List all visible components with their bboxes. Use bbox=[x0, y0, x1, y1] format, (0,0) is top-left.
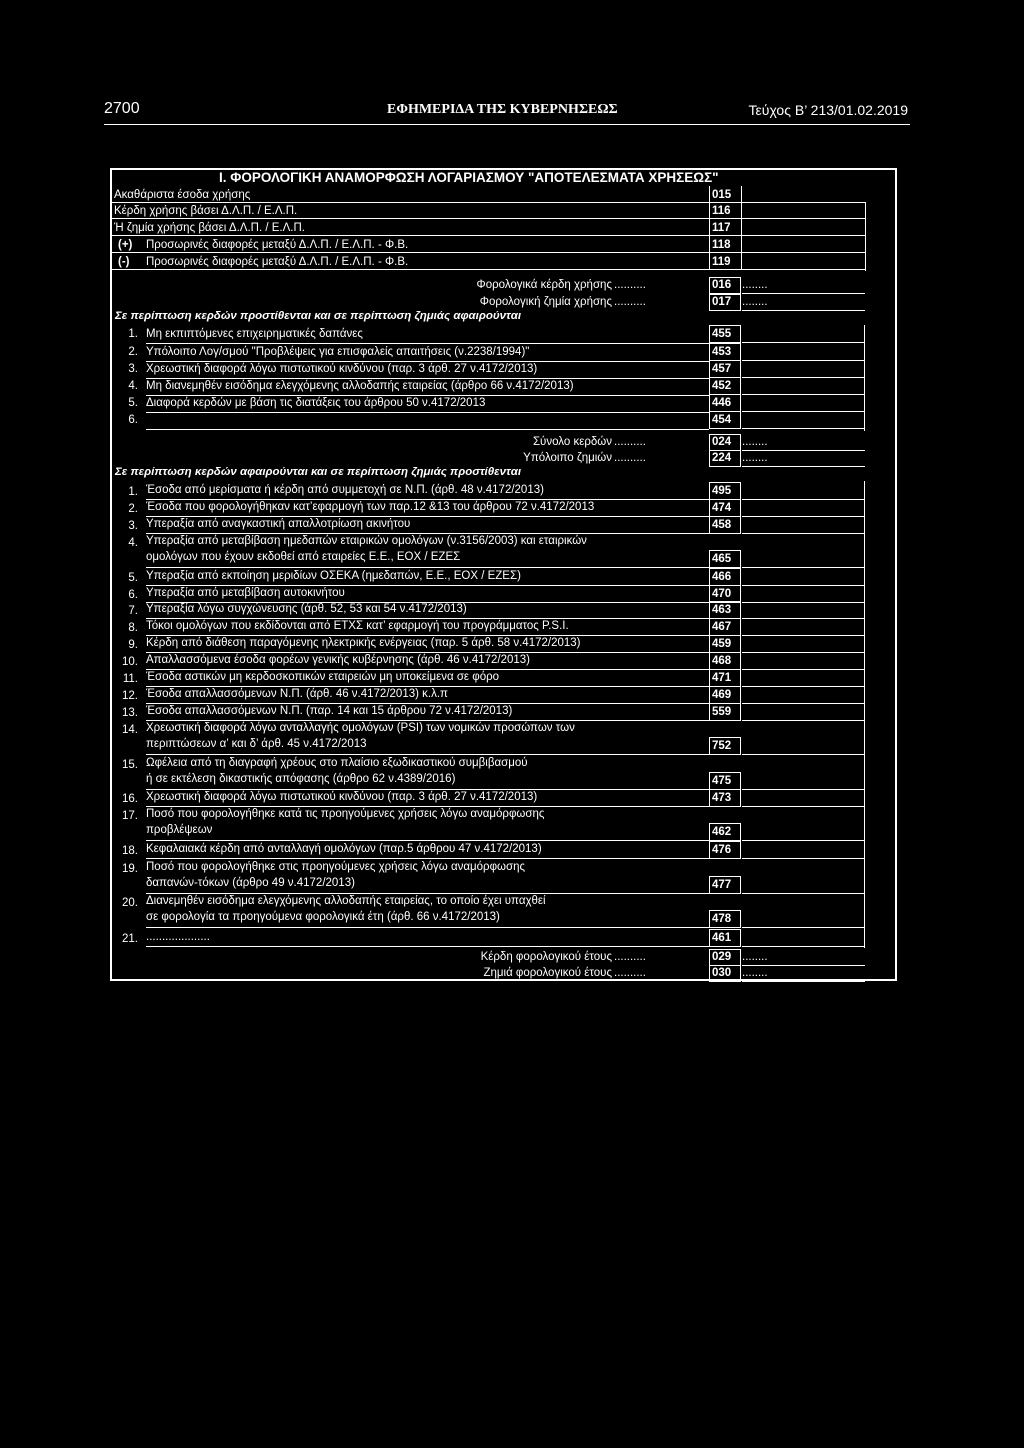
item-code: 474 bbox=[712, 502, 732, 514]
value-cell-line bbox=[742, 602, 864, 603]
value-cell-line bbox=[742, 377, 864, 378]
item-label: Χρεωστική διαφορά λόγω ανταλλαγής ομολόγων (PSI) των νομικών προσώπων των bbox=[146, 722, 575, 734]
item-label: Υπεραξία από μεταβίβαση αυτοκινήτου bbox=[146, 587, 345, 599]
top-row-label: Κέρδη χρήσης βάσει Δ.Λ.Π. / Ε.Λ.Π. bbox=[114, 205, 298, 217]
gazette-title: ΕΦΗΜΕΡΙΔΑ ΤΗΣ ΚΥΒΕΡΝΗΣΕΩΣ bbox=[387, 102, 618, 117]
item-underline bbox=[146, 412, 709, 413]
fiscal-loss-code: 030 bbox=[712, 967, 732, 979]
value-cell-line bbox=[742, 499, 864, 500]
section1-value-right bbox=[864, 325, 865, 431]
tax-loss-label: Φορολογική ζημία χρήσης bbox=[479, 296, 612, 308]
item-number: 15. bbox=[122, 759, 138, 771]
top-row-code: 116 bbox=[712, 205, 731, 217]
item-code: 452 bbox=[712, 380, 732, 392]
item-label: Χρεωστική διαφορά λόγω πιστωτικού κινδύνου (παρ. 3 άρθ. 27 ν.4172/2013) bbox=[146, 363, 538, 375]
item-code: 457 bbox=[712, 363, 732, 375]
item-label: Χρεωστική διαφορά λόγω πιστωτικού κινδύνου (παρ. 3 άρθ. 27 ν.4172/2013) bbox=[146, 791, 538, 803]
item-label-cont: δαπανών-τόκων (άρθρο 49 ν.4172/2013) bbox=[146, 877, 355, 889]
tax-loss-dots-right: ........ bbox=[742, 296, 768, 308]
item-label: Απαλλασσόμενα έσοδα φορέων γενικής κυβέρνησης (άρθ. 46 ν.4172/2013) bbox=[146, 654, 531, 666]
value-cell-line bbox=[742, 342, 864, 343]
item-code: 455 bbox=[712, 328, 732, 340]
value-cell-line bbox=[742, 411, 864, 412]
item-label: Υπεραξία από εκποίηση μεριδίων ΟΣΕΚΑ (ημεδαπών, Ε.Ε., ΕΟΧ / ΕΖΕΣ) bbox=[146, 570, 521, 582]
top-row-label: Προσωρινές διαφορές μεταξύ Δ.Λ.Π. / Ε.Λ.Π. - Φ.Β. bbox=[146, 239, 409, 251]
item-underline bbox=[146, 429, 709, 430]
item-underline bbox=[146, 585, 709, 586]
item-number: 14. bbox=[122, 724, 138, 736]
section1-title: Σε περίπτωση κερδών προστίθενται και σε περίπτωση ζημιάς αφαιρούνται bbox=[115, 310, 522, 322]
item-label-cont: προβλέψεων bbox=[146, 824, 213, 836]
item-code: 461 bbox=[712, 932, 732, 944]
tax-loss-code: 017 bbox=[712, 296, 732, 308]
item-code: 463 bbox=[712, 604, 732, 616]
item-number: 3. bbox=[128, 520, 138, 532]
item-code: 476 bbox=[712, 844, 732, 856]
top-row-code: 117 bbox=[712, 222, 731, 234]
item-underline bbox=[146, 686, 709, 687]
item-number: 3. bbox=[128, 363, 138, 375]
item-label: Υπεραξία από αναγκαστική απαλλοτρίωση ακινήτου bbox=[146, 518, 411, 530]
tax-loss-value-line bbox=[742, 310, 865, 311]
item-label-cont: ή σε εκτέλεση δικαστικής απόφασης (άρθρο 62 ν.4389/2016) bbox=[146, 773, 456, 785]
item-number: 6. bbox=[128, 589, 138, 601]
item-underline bbox=[146, 806, 709, 807]
item-code: 478 bbox=[712, 913, 732, 925]
page-number: 2700 bbox=[104, 100, 140, 117]
item-code: 467 bbox=[712, 621, 732, 633]
item-number: 4. bbox=[128, 380, 138, 392]
item-number: 19. bbox=[122, 863, 138, 875]
item-code: 477 bbox=[712, 879, 732, 891]
top-row-line bbox=[112, 252, 866, 253]
item-code: 466 bbox=[712, 571, 732, 583]
fiscal-loss-label: Ζημιά φορολογικού έτους bbox=[483, 967, 612, 979]
item-label: Έσοδα που φορολογήθηκαν κατ’εφαρμογή των παρ.12 &13 του άρθρου 72 ν.4172/2013 bbox=[146, 501, 595, 513]
value-cell-line bbox=[742, 789, 864, 790]
value-cell-line bbox=[742, 686, 864, 687]
value-cell-line bbox=[742, 652, 864, 653]
item-number: 1. bbox=[128, 328, 138, 340]
page-header bbox=[104, 100, 910, 125]
item-code: 454 bbox=[712, 414, 732, 426]
item-code: 453 bbox=[712, 346, 732, 358]
total-profits-value-line bbox=[742, 450, 865, 451]
top-row-line bbox=[112, 269, 866, 270]
fiscal-profit-value-line bbox=[742, 965, 865, 966]
item-label: Υπεραξία λόγω συγχώνευσης (άρθ. 52, 53 και 54 ν.4172/2013) bbox=[146, 603, 467, 615]
item-underline bbox=[146, 343, 709, 344]
total-profits-dots: .......... bbox=[614, 436, 646, 448]
item-underline bbox=[146, 499, 709, 500]
item-label: .................... bbox=[146, 931, 210, 943]
item-number: 2. bbox=[128, 503, 138, 515]
item-code: 469 bbox=[712, 689, 732, 701]
item-label: Κεφαλαιακά κέρδη από ανταλλαγή ομολόγων (παρ.5 άρθρου 47 ν.4172/2013) bbox=[146, 843, 542, 855]
item-number: 11. bbox=[122, 673, 138, 685]
item-underline bbox=[146, 669, 709, 670]
item-underline bbox=[146, 652, 709, 653]
fiscal-loss-value-line bbox=[742, 981, 865, 982]
top-row-label: Προσωρινές διαφορές μεταξύ Δ.Λ.Π. / Ε.Λ.Π. - Φ.Β. bbox=[146, 256, 409, 268]
section2-value-right bbox=[864, 481, 865, 948]
item-number: 18. bbox=[122, 845, 138, 857]
item-label: Διανεμηθέν εισόδημα ελεγχόμενης αλλοδαπής εταιρείας, το οποίο έχει υπαχθεί bbox=[146, 895, 546, 907]
value-cell-line bbox=[742, 946, 864, 947]
tax-loss-dots: .......... bbox=[614, 296, 646, 308]
item-code: 462 bbox=[712, 826, 732, 838]
item-code: 473 bbox=[712, 792, 732, 804]
item-label: Ποσό που φορολογήθηκε στις προηγούμενες χρήσεις λόγω αναμόρφωσης bbox=[146, 861, 526, 873]
value-cell-line bbox=[742, 428, 864, 429]
item-code: 475 bbox=[712, 775, 732, 787]
item-underline bbox=[146, 840, 709, 841]
item-underline bbox=[146, 378, 709, 379]
top-row-code: 119 bbox=[712, 256, 731, 268]
item-number: 21. bbox=[122, 933, 138, 945]
top-row-line bbox=[112, 218, 866, 219]
value-cell-line bbox=[742, 858, 864, 859]
loss-balance-label: Υπόλοιπο ζημιών bbox=[523, 452, 612, 464]
adjust-sign: (+) bbox=[118, 239, 133, 251]
total-profits-label: Σύνολο κερδών bbox=[532, 436, 612, 448]
item-code: 471 bbox=[712, 672, 732, 684]
value-column-line bbox=[865, 203, 866, 271]
fiscal-profit-dots-right: ........ bbox=[742, 951, 768, 963]
item-number: 6. bbox=[128, 414, 138, 426]
tax-profit-value-line bbox=[742, 293, 865, 294]
item-code: 446 bbox=[712, 397, 732, 409]
item-code: 465 bbox=[712, 553, 732, 565]
item-number: 20. bbox=[122, 897, 138, 909]
fiscal-profit-label: Κέρδη φορολογικού έτους bbox=[480, 951, 612, 963]
item-number: 7. bbox=[128, 605, 138, 617]
total-profits-code: 024 bbox=[712, 436, 732, 448]
item-underline bbox=[146, 395, 709, 396]
item-number: 1. bbox=[128, 486, 138, 498]
item-underline bbox=[146, 635, 709, 636]
top-row-label: Ακαθάριστα έσοδα χρήσης bbox=[114, 189, 251, 201]
item-label: Ποσό που φορολογήθηκε κατά τις προηγούμενες χρήσεις λόγω αναμόρφωσης bbox=[146, 808, 545, 820]
item-label: Έσοδα από μερίσματα ή κέρδη από συμμετοχή σε Ν.Π. (άρθ. 48 ν.4172/2013) bbox=[146, 484, 544, 496]
code-column-line bbox=[709, 186, 710, 270]
item-underline bbox=[146, 516, 709, 517]
loss-balance-dots: .......... bbox=[614, 452, 646, 464]
item-underline bbox=[146, 858, 709, 859]
value-cell-line bbox=[742, 893, 864, 894]
value-cell-line bbox=[742, 754, 864, 755]
top-row-line bbox=[112, 202, 866, 203]
item-number: 17. bbox=[122, 810, 138, 822]
item-code: 459 bbox=[712, 638, 732, 650]
item-number: 12. bbox=[122, 690, 138, 702]
item-code: 458 bbox=[712, 519, 732, 531]
item-label: Μη διανεμηθέν εισόδημα ελεγχόμενης αλλοδαπής εταιρείας (άρθρο 66 ν.4172/2013) bbox=[146, 380, 574, 392]
item-underline bbox=[146, 754, 709, 755]
tax-profit-code: 016 bbox=[712, 279, 732, 291]
item-label-cont: σε φορολογία τα προηγούμενα φορολογικά έτη (άρθ. 66 ν.4172/2013) bbox=[146, 911, 500, 923]
item-label: Υπεραξία από μεταβίβαση ημεδαπών εταιρικών ομολόγων (ν.3156/2003) και εταιρικών bbox=[146, 535, 587, 547]
item-label: Διαφορά κερδών με βάση τις διατάξεις του άρθρου 50 ν.4172/2013 bbox=[146, 397, 486, 409]
item-label: Κέρδη από διάθεση παραγόμενης ηλεκτρικής ενέργειας (παρ. 5 άρθ. 58 ν.4172/2013) bbox=[146, 637, 581, 649]
item-number: 2. bbox=[128, 346, 138, 358]
value-cell-line bbox=[742, 635, 864, 636]
item-label: Μη εκπιπτόμενες επιχειρηματικές δαπάνες bbox=[146, 328, 363, 340]
value-cell-line bbox=[742, 703, 864, 704]
item-number: 5. bbox=[128, 572, 138, 584]
item-underline bbox=[146, 533, 709, 534]
item-code: 468 bbox=[712, 655, 732, 667]
table-title: Ι. ΦΟΡΟΛΟΓΙΚΗ ΑΝΑΜΟΡΦΩΣΗ ΛΟΓΑΡΙΑΣΜΟΥ "ΑΠΟΤΕΛΕΣΜΑΤΑ ΧΡΗΣΕΩΣ" bbox=[219, 170, 719, 185]
item-underline bbox=[146, 927, 709, 928]
loss-balance-code: 224 bbox=[712, 452, 732, 464]
value-cell-line bbox=[742, 806, 864, 807]
code-column-line-right bbox=[741, 186, 742, 270]
tax-profit-dots: .......... bbox=[614, 279, 646, 291]
top-row-code: 118 bbox=[712, 239, 731, 251]
item-code: 559 bbox=[712, 706, 732, 718]
item-code: 495 bbox=[712, 485, 732, 497]
loss-balance-value-line bbox=[742, 466, 865, 467]
item-number: 16. bbox=[122, 793, 138, 805]
item-number: 4. bbox=[128, 537, 138, 549]
item-label: Τόκοι ομολόγων που εκδίδονται από ΕΤΧΣ κατ’ εφαρμογή του προγράμματος P.S.I. bbox=[146, 620, 569, 632]
item-label-cont: περιπτώσεων α’ και δ’ άρθ. 45 ν.4172/2013 bbox=[146, 738, 367, 750]
top-row-label: Ή ζημία χρήσης βάσει Δ.Λ.Π. / Ε.Λ.Π. bbox=[114, 222, 306, 234]
value-cell-line bbox=[742, 669, 864, 670]
section2-title: Σε περίπτωση κερδών αφαιρούνται και σε περίπτωση ζημιάς προστίθενται bbox=[115, 466, 522, 478]
item-underline bbox=[146, 789, 709, 790]
fiscal-loss-dots-right: ........ bbox=[742, 967, 768, 979]
value-cell-line bbox=[742, 360, 864, 361]
item-underline bbox=[146, 567, 709, 568]
fiscal-loss-dots: .......... bbox=[614, 967, 646, 979]
item-label: Έσοδα αστικών μη κερδοσκοπικών εταιρειών μη υποκείμενα σε φόρο bbox=[146, 671, 500, 683]
item-label: Υπόλοιπο Λογ/σμού "Προβλέψεις για επισφαλείς απαιτήσεις (ν.2238/1994)" bbox=[146, 346, 530, 358]
value-cell-line bbox=[742, 585, 864, 586]
fiscal-profit-code: 029 bbox=[712, 951, 732, 963]
item-number: 8. bbox=[128, 622, 138, 634]
item-underline bbox=[146, 618, 709, 619]
top-row-code: 015 bbox=[712, 189, 732, 201]
total-profits-dots-right: ........ bbox=[742, 436, 768, 448]
value-cell-line bbox=[742, 840, 864, 841]
item-code: 470 bbox=[712, 588, 732, 600]
item-number: 13. bbox=[122, 707, 138, 719]
item-code: 752 bbox=[712, 740, 732, 752]
item-label-cont: ομολόγων που έχουν εκδοθεί από εταιρείες Ε.Ε., ΕΟΧ / ΕΖΕΣ bbox=[146, 551, 461, 563]
tax-profit-dots-right: ........ bbox=[742, 279, 768, 291]
item-label: Έσοδα απαλλασσόμενων Ν.Π. (άρθ. 46 ν.4172/2013) κ.λ.π bbox=[146, 688, 448, 700]
value-cell-line bbox=[742, 618, 864, 619]
item-underline bbox=[146, 703, 709, 704]
item-label: Έσοδα απαλλασσόμενων Ν.Π. (παρ. 14 και 15 άρθρου 72 ν.4172/2013) bbox=[146, 705, 513, 717]
item-number: 10. bbox=[122, 656, 138, 668]
item-underline bbox=[146, 946, 709, 947]
loss-balance-dots-right: ........ bbox=[742, 452, 768, 464]
issue-info: Τεύχος Β’ 213/01.02.2019 bbox=[748, 102, 908, 118]
item-underline bbox=[146, 361, 709, 362]
fiscal-profit-dots: .......... bbox=[614, 951, 646, 963]
item-number: 5. bbox=[128, 397, 138, 409]
value-cell-line bbox=[742, 567, 864, 568]
adjust-sign: (-) bbox=[118, 256, 130, 268]
value-cell-line bbox=[742, 927, 864, 928]
item-label: Ωφέλεια από τη διαγραφή χρέους στο πλαίσιο εξωδικαστικού συμβιβασμού bbox=[146, 757, 528, 769]
tax-profit-label: Φορολογικά κέρδη χρήσης bbox=[476, 279, 612, 291]
item-underline bbox=[146, 720, 709, 721]
value-cell-line bbox=[742, 394, 864, 395]
value-cell-line bbox=[742, 533, 864, 534]
value-cell-line bbox=[742, 516, 864, 517]
value-cell-line bbox=[742, 720, 864, 721]
top-row-line bbox=[112, 235, 866, 236]
item-number: 9. bbox=[128, 639, 138, 651]
item-underline bbox=[146, 893, 709, 894]
